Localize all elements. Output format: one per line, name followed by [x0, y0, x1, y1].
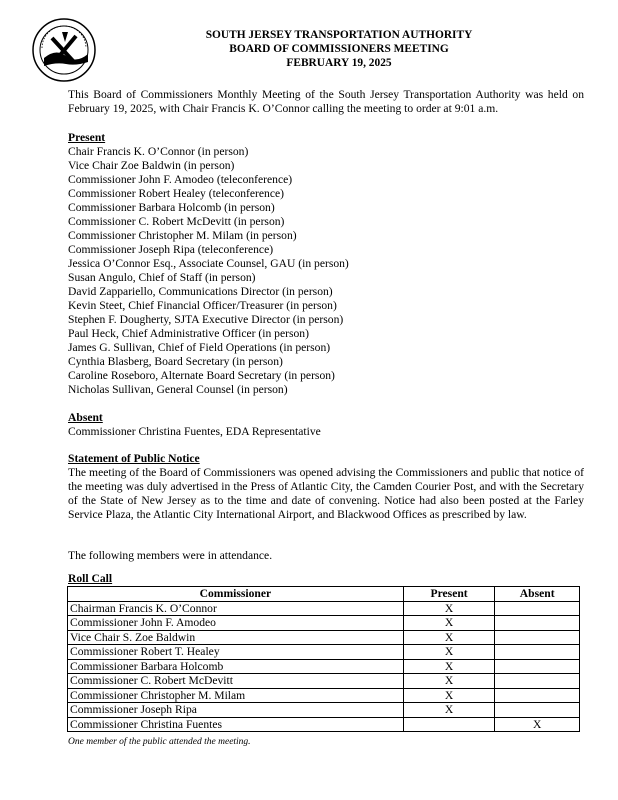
commissioner-cell: Commissioner Christopher M. Milam: [68, 688, 404, 703]
absent-title: Absent: [68, 411, 103, 424]
table-row: [68, 688, 580, 703]
present-section: [68, 131, 584, 397]
roll-call-table: [67, 586, 580, 732]
column-header: Present: [403, 587, 495, 602]
table-row: [68, 703, 580, 718]
intro-paragraph: This Board of Commissioners Monthly Meeting of the South Jersey Transportation Authority was held on February 19, 2025, with Chair Francis K. O’Connor calling the meeting to order at 9:01 a.m.: [68, 88, 584, 115]
footnote: One member of the public attended the meeting.: [68, 737, 251, 747]
absent-cell: [495, 703, 580, 718]
present-cell: X: [403, 645, 495, 660]
table-row: [68, 659, 580, 674]
absent-cell: [495, 645, 580, 660]
present-cell: X: [403, 703, 495, 718]
table-row: [68, 601, 580, 616]
absent-section: [68, 411, 584, 439]
present-item: James G. Sullivan, Chief of Field Operations (in person): [68, 341, 331, 354]
present-cell: X: [403, 630, 495, 645]
present-item: Paul Heck, Chief Administrative Officer (in person): [68, 327, 309, 340]
absent-cell: [495, 659, 580, 674]
header-line-3: FEBRUARY 19, 2025: [286, 57, 392, 69]
present-item: Nicholas Sullivan, General Counsel (in person): [68, 383, 288, 396]
present-item: Commissioner Christopher M. Milam (in person): [68, 229, 297, 242]
commissioner-cell: Commissioner Robert T. Healey: [68, 645, 404, 660]
present-item: Commissioner Barbara Holcomb (in person): [68, 201, 275, 214]
present-item: David Zappariello, Communications Director (in person): [68, 285, 333, 298]
roll-call-header-row: [68, 587, 580, 602]
attendance-text: The following members were in attendance.: [68, 549, 273, 562]
present-item: Kevin Steet, Chief Financial Officer/Treasurer (in person): [68, 299, 337, 312]
absent-cell: [495, 688, 580, 703]
present-cell: X: [403, 674, 495, 689]
table-row: [68, 674, 580, 689]
absent-item: Commissioner Christina Fuentes, EDA Representative: [68, 425, 321, 438]
commissioner-cell: Commissioner John F. Amodeo: [68, 616, 404, 631]
commissioner-cell: Commissioner Barbara Holcomb: [68, 659, 404, 674]
commissioner-cell: Vice Chair S. Zoe Baldwin: [68, 630, 404, 645]
present-item: Cynthia Blasberg, Board Secretary (in person): [68, 355, 283, 368]
table-row: [68, 717, 580, 732]
present-cell: [403, 717, 495, 732]
present-item: Stephen F. Dougherty, SJTA Executive Director (in person): [68, 313, 344, 326]
present-item: Jessica O’Connor Esq., Associate Counsel, GAU (in person): [68, 257, 349, 270]
header-line-2: BOARD OF COMMISSIONERS MEETING: [229, 43, 449, 55]
present-item: Caroline Roseboro, Alternate Board Secretary (in person): [68, 369, 335, 382]
present-item: Commissioner John F. Amodeo (teleconference): [68, 173, 293, 186]
sjta-seal-icon: [32, 18, 96, 82]
present-item: Commissioner Joseph Ripa (teleconference): [68, 243, 274, 256]
present-cell: X: [403, 688, 495, 703]
present-item: Commissioner Robert Healey (teleconference): [68, 187, 285, 200]
absent-cell: [495, 616, 580, 631]
present-title: Present: [68, 131, 106, 144]
absent-cell: X: [495, 717, 580, 732]
absent-cell: [495, 601, 580, 616]
present-cell: X: [403, 616, 495, 631]
table-row: [68, 616, 580, 631]
table-row: [68, 630, 580, 645]
commissioner-cell: Commissioner Joseph Ripa: [68, 703, 404, 718]
table-row: [68, 645, 580, 660]
document-header: [120, 28, 558, 70]
present-item: Chair Francis K. O’Connor (in person): [68, 145, 249, 158]
present-cell: X: [403, 659, 495, 674]
header-line-1: SOUTH JERSEY TRANSPORTATION AUTHORITY: [205, 29, 473, 41]
roll-call-title: Roll Call: [68, 572, 113, 585]
present-item: Commissioner C. Robert McDevitt (in person): [68, 215, 285, 228]
present-item: Vice Chair Zoe Baldwin (in person): [68, 159, 235, 172]
present-item: Susan Angulo, Chief of Staff (in person): [68, 271, 256, 284]
commissioner-cell: Commissioner C. Robert McDevitt: [68, 674, 404, 689]
commissioner-cell: Chairman Francis K. O’Connor: [68, 601, 404, 616]
absent-cell: [495, 630, 580, 645]
notice-paragraph: The meeting of the Board of Commissioners was opened advising the Commissioners and public that notice of the meeting was duly advertised in the Press of Atlantic City, the Camden Courier Post, and with the Secretary of the State of New Jersey as to the time and date of convening. Notice had also been posted at the Farley Service Plaza, the Atlantic City International Airport, and Blackwood Offices as prescribed by law.: [68, 466, 584, 521]
present-cell: X: [403, 601, 495, 616]
column-header: Commissioner: [68, 587, 404, 602]
absent-cell: [495, 674, 580, 689]
column-header: Absent: [495, 587, 580, 602]
commissioner-cell: Commissioner Christina Fuentes: [68, 717, 404, 732]
notice-title: Statement of Public Notice: [68, 452, 200, 465]
